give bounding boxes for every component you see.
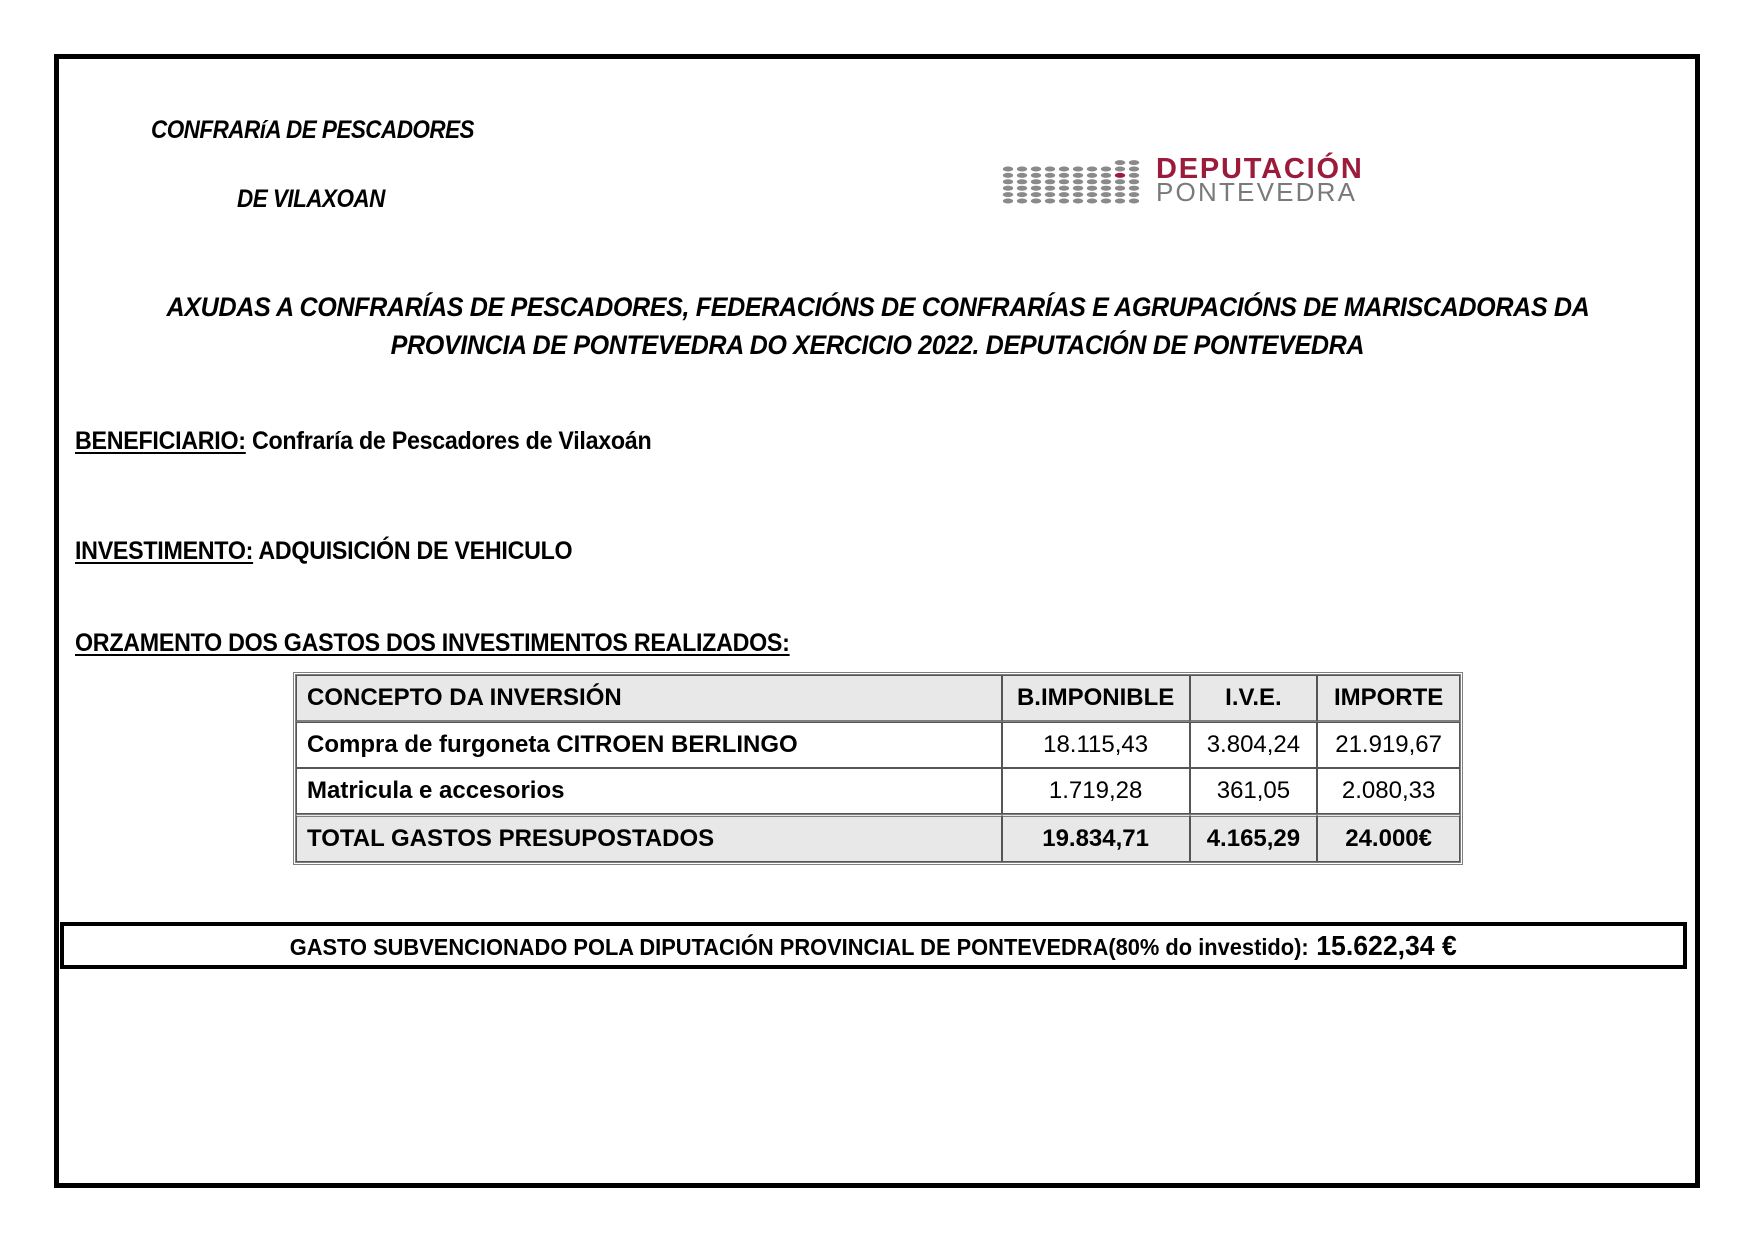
logo-text-pontevedra: PONTEVEDRA xyxy=(1156,177,1358,207)
logo-dot xyxy=(1045,186,1055,191)
logo-dot xyxy=(1059,192,1069,197)
document-frame xyxy=(54,54,1700,1188)
logo-dot xyxy=(1115,199,1125,204)
logo-dot xyxy=(1087,186,1097,191)
logo-dot xyxy=(1101,199,1111,204)
logo-dot xyxy=(1115,160,1125,165)
logo-dot xyxy=(1087,179,1097,184)
logo-dot xyxy=(1073,192,1083,197)
cell-importe: 21.919,67 xyxy=(1317,722,1460,768)
organization-name-line2: DE VILAXOAN xyxy=(237,185,385,213)
logo-dot xyxy=(1003,173,1013,178)
document-title-line1 xyxy=(110,288,1645,326)
table-row xyxy=(296,768,1460,814)
logo-dot xyxy=(1031,192,1041,197)
table-total-row xyxy=(296,814,1460,862)
logo-dot xyxy=(1059,173,1069,178)
logo-dot xyxy=(1031,199,1041,204)
logo-dot xyxy=(1017,179,1027,184)
logo-dot xyxy=(1031,167,1041,172)
total-base-imponible: 19.834,71 xyxy=(1002,814,1190,862)
title-text-2: PROVINCIA DE PONTEVEDRA DO XERCICIO 2022. DEPUTACIÓN DE PONTEVEDRA xyxy=(390,330,1365,360)
logo-dot xyxy=(1059,167,1069,172)
logo-dot xyxy=(1087,167,1097,172)
orzamento-heading xyxy=(75,629,790,658)
logo-dot xyxy=(1031,173,1041,178)
logo-dot xyxy=(1045,192,1055,197)
beneficiario-label: BENEFICIARIO: xyxy=(75,427,246,455)
logo-dot xyxy=(1003,179,1013,184)
logo-dot xyxy=(1129,192,1139,197)
logo-dot xyxy=(1003,199,1013,204)
logo-dot xyxy=(1045,173,1055,178)
logo-dot xyxy=(1031,179,1041,184)
header-concepto: CONCEPTO DA INVERSIÓN xyxy=(296,675,1002,722)
logo-dot xyxy=(1045,179,1055,184)
budget-table xyxy=(293,672,1463,865)
logo-dot xyxy=(1059,199,1069,204)
logo-dot xyxy=(1073,167,1083,172)
investimento-value: ADQUISICIÓN DE VEHICULO xyxy=(258,537,573,565)
logo-dot xyxy=(1017,173,1027,178)
cell-base-imponible: 1.719,28 xyxy=(1002,768,1190,814)
table-header-row xyxy=(296,675,1460,722)
title-text-1: AXUDAS A CONFRARÍAS DE PESCADORES, FEDERACIÓNS DE CONFRARÍAS E AGRUPACIÓNS DE MARISCADORAS DA xyxy=(166,292,1589,322)
logo-dot xyxy=(1073,199,1083,204)
logo-dot xyxy=(1059,179,1069,184)
logo-dot xyxy=(1073,173,1083,178)
logo-dot xyxy=(1073,179,1083,184)
document-title-line2 xyxy=(110,326,1645,364)
logo-dot xyxy=(1017,192,1027,197)
investimento-label: INVESTIMENTO: xyxy=(75,537,254,565)
logo-dot xyxy=(1003,186,1013,191)
logo-dot xyxy=(1129,179,1139,184)
logo-dot xyxy=(1115,179,1125,184)
logo-dot xyxy=(1003,192,1013,197)
logo-dot xyxy=(1129,186,1139,191)
logo-dot xyxy=(1087,173,1097,178)
table-row xyxy=(296,722,1460,768)
logo-dot xyxy=(1045,167,1055,172)
logo-text-deputacion: DEPUTACIÓN xyxy=(1156,153,1364,185)
cell-ive: 361,05 xyxy=(1190,768,1318,814)
subsidy-summary-box xyxy=(60,922,1687,969)
logo-dot xyxy=(1031,186,1041,191)
logo-dot xyxy=(1087,199,1097,204)
cell-importe: 2.080,33 xyxy=(1317,768,1460,814)
logo-dot xyxy=(1101,179,1111,184)
logo-dot xyxy=(1129,199,1139,204)
header-base-imponible: B.IMPONIBLE xyxy=(1002,675,1190,722)
cell-base-imponible: 18.115,43 xyxy=(1002,722,1190,768)
logo-dot xyxy=(1115,167,1125,172)
header-ive: I.V.E. xyxy=(1190,675,1318,722)
investimento-line xyxy=(75,537,572,566)
logo-dot xyxy=(1017,167,1027,172)
logo-dot xyxy=(1115,192,1125,197)
logo-dot xyxy=(1101,186,1111,191)
logo-dot xyxy=(1045,199,1055,204)
subsidy-amount: 15.622,34 € xyxy=(1316,929,1458,961)
logo-dot xyxy=(1115,186,1125,191)
cell-ive: 3.804,24 xyxy=(1190,722,1318,768)
header-importe: IMPORTE xyxy=(1317,675,1460,722)
logo-dot xyxy=(1129,167,1139,172)
logo-dot xyxy=(1003,167,1013,172)
dot-matrix-logo-icon xyxy=(1001,155,1151,205)
logo-dot xyxy=(1059,186,1069,191)
total-importe: 24.000€ xyxy=(1317,814,1460,862)
cell-concepto: Compra de furgoneta CITROEN BERLINGO xyxy=(296,722,1002,768)
orzamento-label: ORZAMENTO DOS GASTOS DOS INVESTIMENTOS REALIZADOS: xyxy=(75,629,790,657)
organization-name-line1: CONFRARíA DE PESCADORES xyxy=(151,116,475,144)
logo-dot xyxy=(1017,199,1027,204)
total-label: TOTAL GASTOS PRESUPOSTADOS xyxy=(296,814,1002,862)
beneficiario-line xyxy=(75,427,651,456)
subsidy-label: GASTO SUBVENCIONADO POLA DIPUTACIÓN PROVINCIAL DE PONTEVEDRA(80% do investido): xyxy=(289,933,1309,960)
logo-dot xyxy=(1129,173,1139,178)
logo-dot xyxy=(1115,173,1125,178)
cell-concepto: Matricula e accesorios xyxy=(296,768,1002,814)
total-ive: 4.165,29 xyxy=(1190,814,1318,862)
logo-dot xyxy=(1101,192,1111,197)
beneficiario-value: Confraría de Pescadores de Vilaxoán xyxy=(251,427,652,455)
logo-dot xyxy=(1073,186,1083,191)
logo-dot xyxy=(1129,160,1139,165)
logo-dot xyxy=(1101,173,1111,178)
logo-dot xyxy=(1087,192,1097,197)
logo-dot xyxy=(1101,167,1111,172)
logo-dot xyxy=(1017,186,1027,191)
